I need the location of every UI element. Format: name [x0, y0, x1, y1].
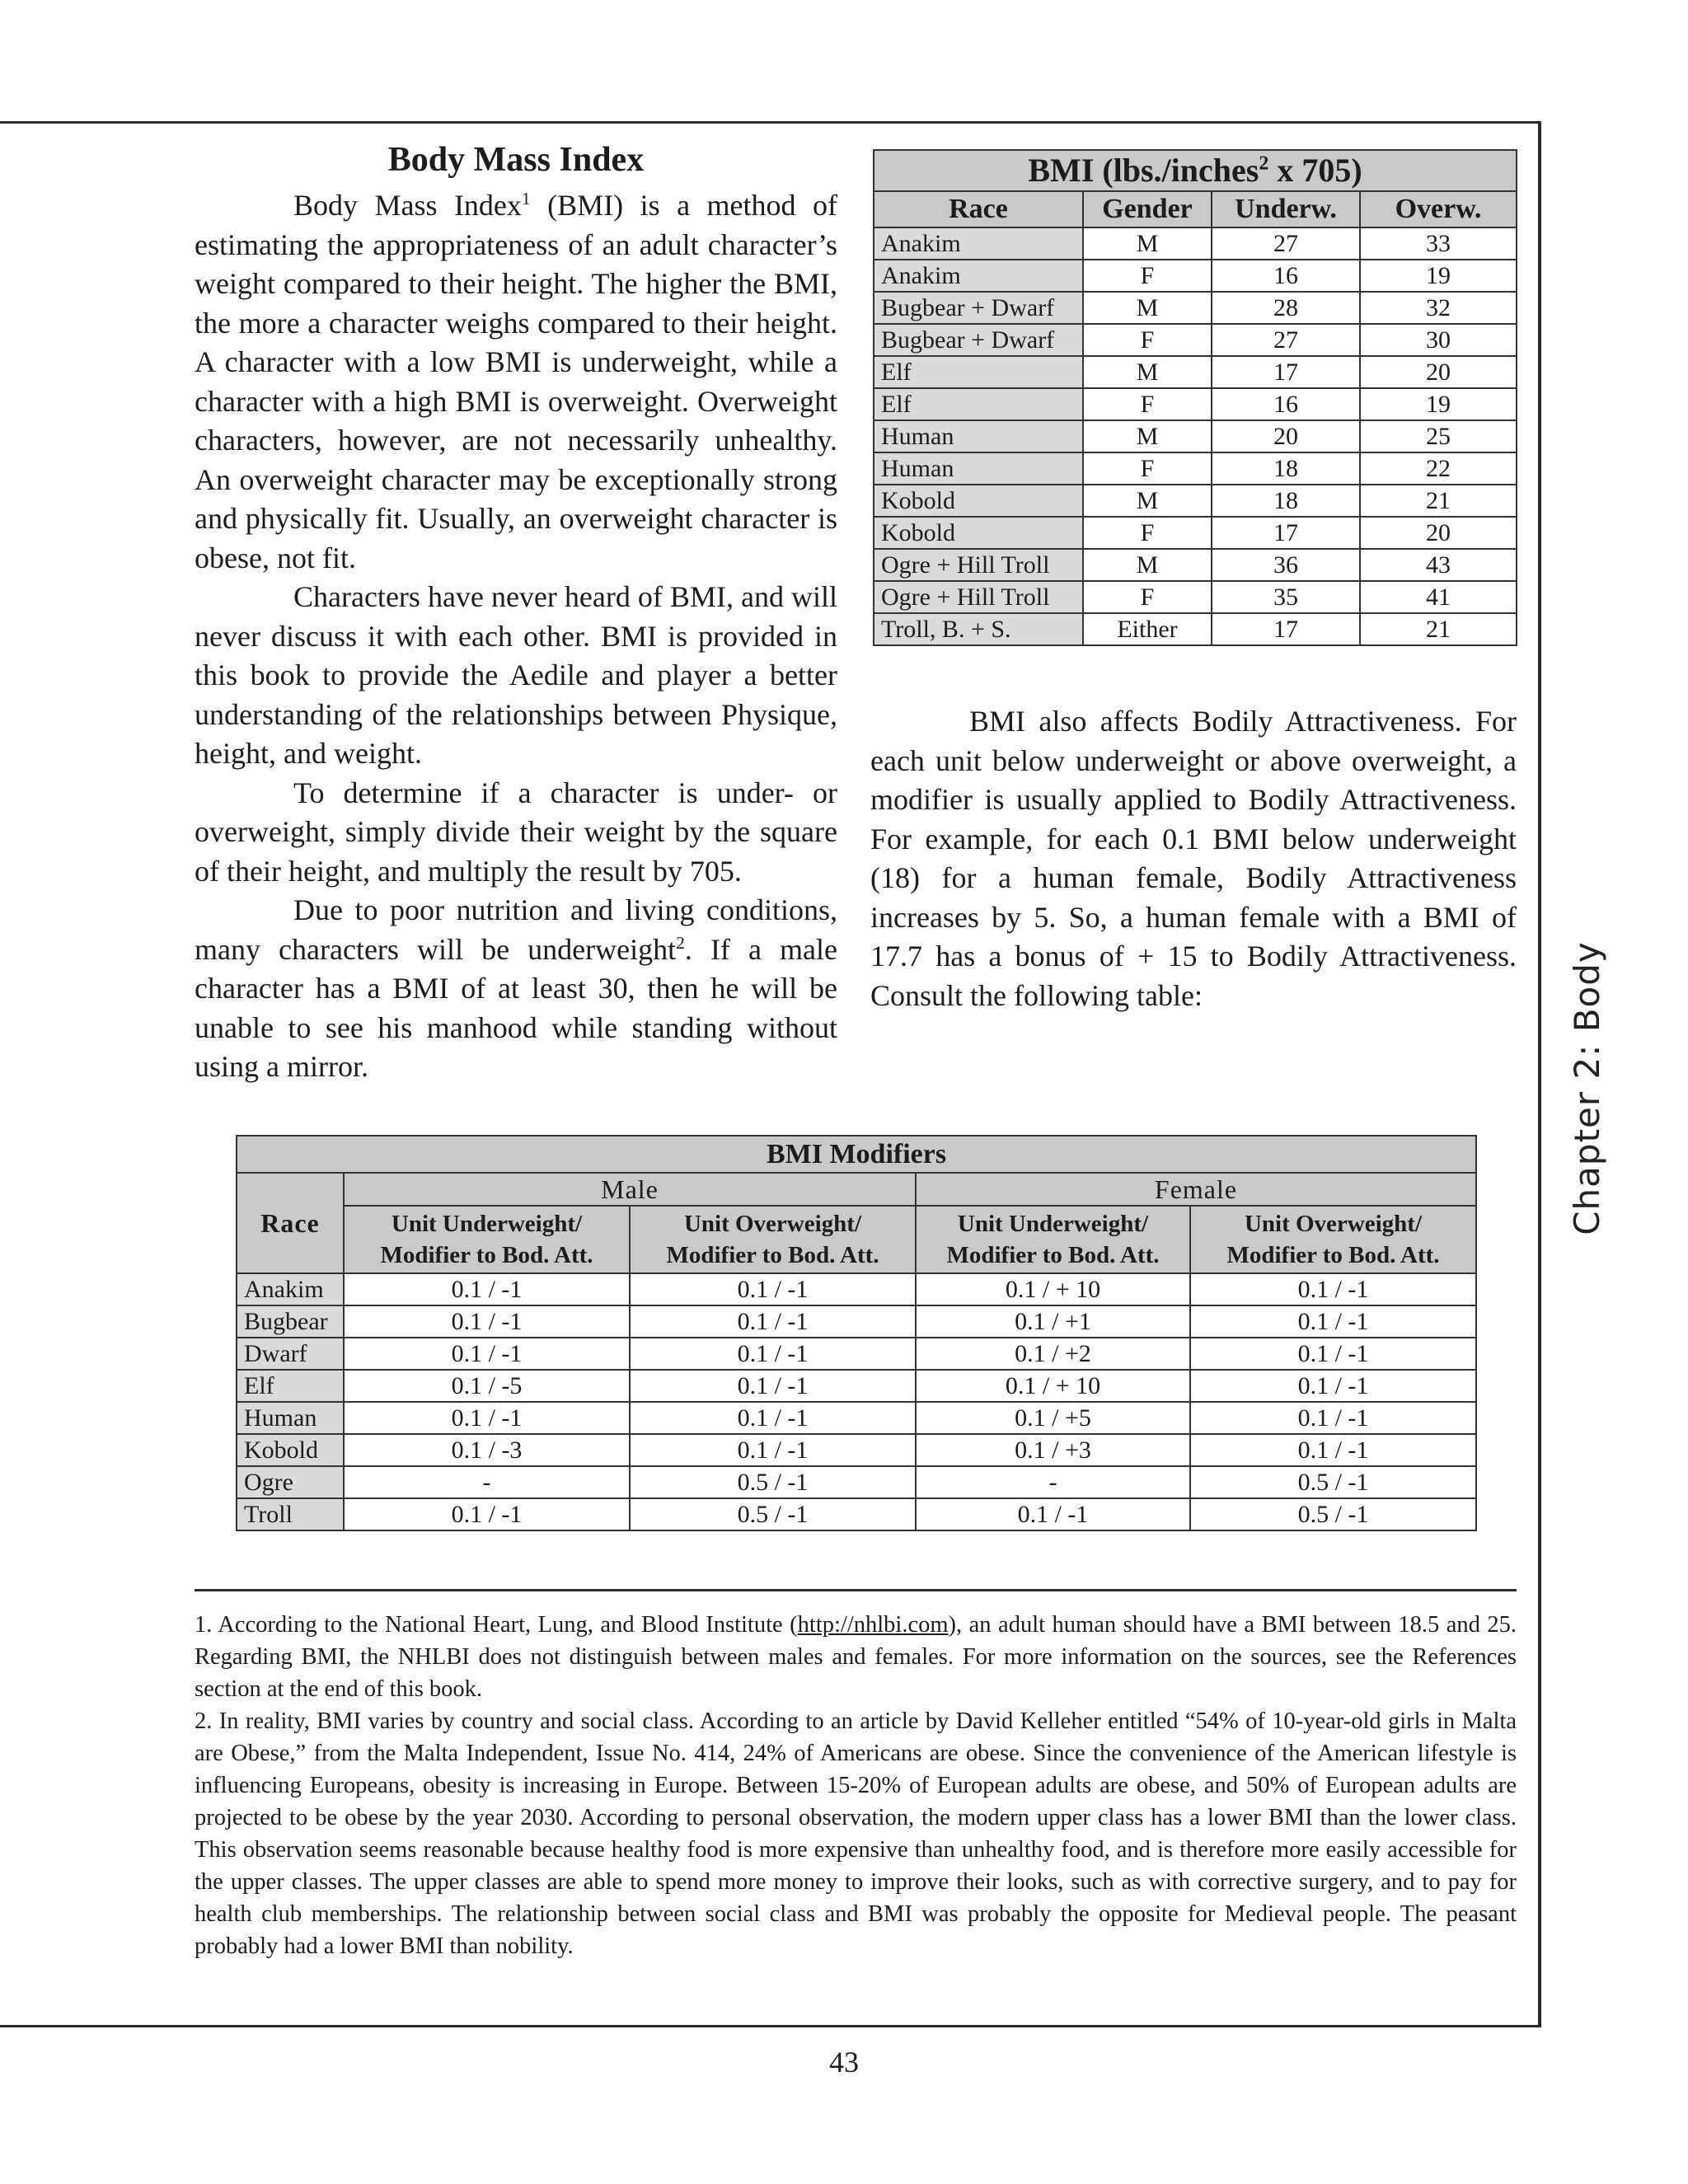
bmi-table-row	[874, 549, 1517, 581]
header-line-2: Modifier to Bod. Att.	[946, 1242, 1160, 1268]
bmi-table-row	[874, 420, 1517, 452]
mod-cell-race: Bugbear	[237, 1305, 344, 1338]
bmi-cell-gender: F	[1083, 324, 1212, 356]
bmi-cell-overweight: 33	[1360, 227, 1517, 260]
bmi-table-row	[874, 292, 1517, 324]
chapter-tab-label: Chapter 2: Body	[1566, 940, 1607, 1235]
bmi-table-row	[874, 227, 1517, 260]
bmi-table-row	[874, 613, 1517, 645]
modifiers-header-race: Race	[237, 1173, 344, 1273]
bmi-header-underweight: Underw.	[1212, 191, 1360, 227]
bmi-cell-race: Bugbear + Dwarf	[874, 292, 1083, 324]
mod-cell-male-overweight: 0.1 / -1	[630, 1338, 916, 1370]
mod-cell-male-overweight: 0.5 / -1	[630, 1466, 916, 1498]
bmi-cell-underweight: 16	[1212, 388, 1360, 420]
mod-cell-female-underweight: 0.1 / +5	[916, 1402, 1190, 1434]
bmi-cell-overweight: 41	[1360, 581, 1517, 613]
mod-cell-female-underweight: 0.1 / + 10	[916, 1370, 1190, 1402]
mod-cell-male-overweight: 0.1 / -1	[630, 1305, 916, 1338]
mod-cell-female-underweight: 0.1 / +2	[916, 1338, 1190, 1370]
bmi-cell-race: Kobold	[874, 485, 1083, 517]
bmi-cell-underweight: 17	[1212, 356, 1360, 388]
footnote-rule	[195, 1589, 1517, 1591]
paragraph-characters: Characters have never heard of BMI, and will never discuss it with each other. BMI is provided in this book to provide the Aedile and player a better understanding of the relationships between Physique, height, and weight.	[195, 580, 837, 770]
mod-cell-male-overweight: 0.1 / -1	[630, 1370, 916, 1402]
bmi-cell-race: Ogre + Hill Troll	[874, 581, 1083, 613]
header-line-2: Modifier to Bod. Att.	[1226, 1242, 1440, 1268]
paragraph-intro-rest: (BMI) is a method of estimating the appropriateness of an adult character’s weight compared to their height. The higher the BMI, the more a character weighs compared to their height. A character with a low BMI is underweight, while a character with a high BMI is overweight. Overweight characters, however, are not necessarily unhealthy. An overweight character may be exceptionally strong and physically fit. Usually, an overweight character is obese, not fit.	[195, 189, 837, 574]
bmi-cell-gender: Either	[1083, 613, 1212, 645]
header-line-2: Modifier to Bod. Att.	[380, 1242, 593, 1268]
modifiers-header-male: Male	[344, 1173, 916, 1206]
modifiers-table-row	[237, 1402, 1476, 1434]
bmi-cell-gender: F	[1083, 452, 1212, 485]
modifiers-table-row	[237, 1370, 1476, 1402]
mod-cell-female-overweight: 0.1 / -1	[1190, 1273, 1476, 1305]
modifiers-header-female-overweight	[1190, 1206, 1476, 1273]
bmi-cell-race: Human	[874, 452, 1083, 485]
bmi-cell-race: Human	[874, 420, 1083, 452]
mod-cell-male-overweight: 0.5 / -1	[630, 1498, 916, 1530]
mod-cell-male-underweight: 0.1 / -1	[344, 1498, 630, 1530]
bmi-cell-race: Kobold	[874, 517, 1083, 549]
mod-cell-female-underweight: 0.1 / -1	[916, 1498, 1190, 1530]
bmi-cell-overweight: 30	[1360, 324, 1517, 356]
bmi-table-row	[874, 324, 1517, 356]
footnotes	[195, 1609, 1517, 1962]
mod-cell-race: Anakim	[237, 1273, 344, 1305]
bmi-cell-overweight: 21	[1360, 485, 1517, 517]
header-line-1: Unit Underweight/	[391, 1211, 583, 1237]
footnote-1-rest: ), an adult human should have a BMI between 18.5 and 25. Regarding BMI, the NHLBI does not distinguish between males and females. For more information on the sources, see the References section at the end of this book.	[195, 1612, 1517, 1702]
bmi-cell-underweight: 27	[1212, 227, 1360, 260]
bmi-cell-race: Anakim	[874, 260, 1083, 292]
page-number: 43	[829, 2046, 859, 2079]
footnote-2: 2. In reality, BMI varies by country and social class. According to an article by David Kelleher entitled “54% of 10-year-old girls in Malta are Obese,” from the Malta Independent, Issue No. 414, 24% of Americans are obese. Since the convenience of the American lifestyle is influencing Europeans, obesity is increasing in Europe. Between 15-20% of European adults are obese, and 50% of European adults are projected to be obese by the year 2030. According to personal observation, the modern upper class has a lower BMI than the lower class. This observation seems reasonable because healthy food is more expensive than unhealthy food, and is therefore more easily accessible for the upper classes. The upper classes are able to spend more money to improve their looks, such as with corrective surgery, and to pay for health club memberships. The relationship between social class and BMI was probably the opposite for Medieval people. The peasant probably had a lower BMI than nobility.	[195, 1708, 1517, 1959]
bmi-table	[873, 149, 1517, 646]
bmi-cell-gender: M	[1083, 227, 1212, 260]
paragraph-intro	[195, 186, 837, 578]
paragraph-intro-start: Body Mass Index	[293, 189, 522, 222]
bmi-cell-race: Troll, B. + S.	[874, 613, 1083, 645]
header-line-2: Modifier to Bod. Att.	[666, 1242, 879, 1268]
modifiers-header-male-overweight	[630, 1206, 916, 1273]
right-column	[870, 702, 1517, 1015]
header-line-1: Unit Underweight/	[957, 1211, 1149, 1237]
paragraph-nutrition-start: Due to poor nutrition and living conditions, many characters will be underweight	[195, 893, 837, 966]
bmi-cell-overweight: 21	[1360, 613, 1517, 645]
mod-cell-race: Ogre	[237, 1466, 344, 1498]
page-frame-bottom	[0, 2025, 1541, 2027]
paragraph-determine: To determine if a character is under- or overweight, simply divide their weight by the square of their height, and multiply the result by 705.	[195, 776, 837, 888]
bmi-cell-underweight: 36	[1212, 549, 1360, 581]
bmi-cell-overweight: 25	[1360, 420, 1517, 452]
bmi-cell-underweight: 18	[1212, 485, 1360, 517]
section-heading: Body Mass Index	[387, 141, 645, 179]
nhlbi-link[interactable]: http://nhlbi.com	[797, 1612, 949, 1638]
modifiers-table-row	[237, 1305, 1476, 1338]
modifiers-header-female: Female	[916, 1173, 1476, 1206]
mod-cell-female-underweight: -	[916, 1466, 1190, 1498]
bmi-cell-overweight: 22	[1360, 452, 1517, 485]
bmi-table-title-end: x 705)	[1268, 152, 1362, 189]
bmi-cell-gender: F	[1083, 388, 1212, 420]
modifiers-table-row	[237, 1434, 1476, 1466]
bmi-table-row	[874, 581, 1517, 613]
bmi-cell-underweight: 35	[1212, 581, 1360, 613]
mod-cell-female-overweight: 0.5 / -1	[1190, 1466, 1476, 1498]
bmi-cell-gender: M	[1083, 292, 1212, 324]
bmi-table-row	[874, 356, 1517, 388]
modifiers-table-row	[237, 1498, 1476, 1530]
bmi-cell-overweight: 19	[1360, 260, 1517, 292]
bmi-cell-underweight: 28	[1212, 292, 1360, 324]
paragraph-nutrition	[195, 891, 837, 1087]
bmi-header-overweight: Overw.	[1360, 191, 1517, 227]
paragraph-nutrition-rest: . If a male character has a BMI of at least 30, then he will be unable to see his manhood while standing without using a mirror.	[195, 932, 837, 1083]
mod-cell-female-overweight: 0.1 / -1	[1190, 1305, 1476, 1338]
bmi-cell-race: Anakim	[874, 227, 1083, 260]
left-column	[195, 140, 837, 1087]
mod-cell-race: Elf	[237, 1370, 344, 1402]
mod-cell-male-underweight: 0.1 / -5	[344, 1370, 630, 1402]
footnote-1	[195, 1609, 1517, 1705]
mod-cell-male-underweight: 0.1 / -1	[344, 1402, 630, 1434]
modifiers-table	[236, 1135, 1477, 1531]
header-line-1: Unit Overweight/	[1244, 1211, 1423, 1237]
bmi-cell-overweight: 20	[1360, 517, 1517, 549]
bmi-cell-underweight: 27	[1212, 324, 1360, 356]
bmi-table-row	[874, 485, 1517, 517]
bmi-cell-gender: M	[1083, 549, 1212, 581]
mod-cell-male-underweight: 0.1 / -3	[344, 1434, 630, 1466]
bmi-cell-overweight: 32	[1360, 292, 1517, 324]
bmi-cell-underweight: 17	[1212, 613, 1360, 645]
modifiers-table-row	[237, 1338, 1476, 1370]
mod-cell-male-underweight: 0.1 / -1	[344, 1305, 630, 1338]
bmi-table-row	[874, 517, 1517, 549]
mod-cell-race: Human	[237, 1402, 344, 1434]
modifiers-table-row	[237, 1466, 1476, 1498]
bmi-cell-gender: M	[1083, 420, 1212, 452]
mod-cell-female-overweight: 0.1 / -1	[1190, 1370, 1476, 1402]
mod-cell-female-overweight: 0.1 / -1	[1190, 1338, 1476, 1370]
mod-cell-male-underweight: 0.1 / -1	[344, 1273, 630, 1305]
bmi-header-race: Race	[874, 191, 1083, 227]
mod-cell-female-underweight: 0.1 / +1	[916, 1305, 1190, 1338]
bmi-table-title-start: BMI (lbs./inches	[1028, 152, 1259, 189]
bmi-table-row	[874, 388, 1517, 420]
mod-cell-race: Kobold	[237, 1434, 344, 1466]
mod-cell-female-overweight: 0.1 / -1	[1190, 1402, 1476, 1434]
modifiers-header-male-underweight	[344, 1206, 630, 1273]
mod-cell-race: Troll	[237, 1498, 344, 1530]
mod-cell-female-overweight: 0.5 / -1	[1190, 1498, 1476, 1530]
bmi-cell-underweight: 16	[1212, 260, 1360, 292]
bmi-cell-underweight: 17	[1212, 517, 1360, 549]
bmi-cell-gender: F	[1083, 260, 1212, 292]
bmi-cell-race: Elf	[874, 388, 1083, 420]
bmi-table-row	[874, 452, 1517, 485]
mod-cell-male-underweight: -	[344, 1466, 630, 1498]
mod-cell-male-underweight: 0.1 / -1	[344, 1338, 630, 1370]
bmi-cell-race: Bugbear + Dwarf	[874, 324, 1083, 356]
paragraph-attractiveness: BMI also affects Bodily Attractiveness. For each unit below underweight or above overweight, a modifier is usually applied to Bodily Attractiveness. For example, for each 0.1 BMI below underweight (18) for a human female, Bodily Attractiveness increases by 5. So, a human female with a BMI of 17.7 has a bonus of + 15 to Bodily Attractiveness. Consult the following table:	[870, 705, 1517, 1012]
chapter-tab	[1550, 940, 1624, 1235]
bmi-header-gender: Gender	[1083, 191, 1212, 227]
bmi-cell-underweight: 20	[1212, 420, 1360, 452]
bmi-cell-race: Elf	[874, 356, 1083, 388]
mod-cell-male-overweight: 0.1 / -1	[630, 1434, 916, 1466]
page-frame-right	[1538, 121, 1541, 2027]
bmi-cell-race: Ogre + Hill Troll	[874, 549, 1083, 581]
bmi-cell-gender: M	[1083, 356, 1212, 388]
mod-cell-male-overweight: 0.1 / -1	[630, 1402, 916, 1434]
bmi-cell-gender: F	[1083, 517, 1212, 549]
modifiers-header-female-underweight	[916, 1206, 1190, 1273]
bmi-table-title-sup: 2	[1259, 152, 1269, 175]
mod-cell-female-underweight: 0.1 / +3	[916, 1434, 1190, 1466]
mod-cell-female-overweight: 0.1 / -1	[1190, 1434, 1476, 1466]
mod-cell-male-overweight: 0.1 / -1	[630, 1273, 916, 1305]
bmi-cell-overweight: 20	[1360, 356, 1517, 388]
mod-cell-female-underweight: 0.1 / + 10	[916, 1273, 1190, 1305]
bmi-table-row	[874, 260, 1517, 292]
mod-cell-race: Dwarf	[237, 1338, 344, 1370]
bmi-cell-gender: M	[1083, 485, 1212, 517]
footnote-ref-2: 2	[676, 932, 685, 953]
footnote-1-start: 1. According to the National Heart, Lung, and Blood Institute (	[195, 1612, 798, 1638]
bmi-cell-overweight: 43	[1360, 549, 1517, 581]
header-line-1: Unit Overweight/	[683, 1211, 862, 1237]
bmi-table-title	[874, 150, 1517, 191]
bmi-cell-underweight: 18	[1212, 452, 1360, 485]
footnote-ref-1: 1	[521, 189, 531, 209]
page-frame-top	[0, 121, 1541, 124]
modifiers-table-row	[237, 1273, 1476, 1305]
bmi-cell-gender: F	[1083, 581, 1212, 613]
bmi-cell-overweight: 19	[1360, 388, 1517, 420]
modifiers-table-title: BMI Modifiers	[237, 1136, 1476, 1173]
